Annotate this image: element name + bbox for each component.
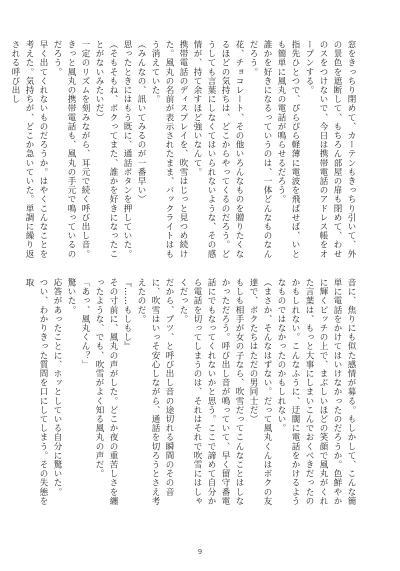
paragraph: 誰かを好きになるっていうのは、一体どんなものなんだろう。 [248, 40, 272, 259]
paragraph: 「あっ、風丸くん？」 [80, 278, 90, 369]
paragraph: （まさか、そんなはずない。だって風丸くんはボクの友達で、ボクたちはただの男同士だ） [248, 278, 272, 506]
page-number: 9 [197, 548, 203, 556]
paragraph: 携帯電話のディスプレイを、吹雪はじっと見つめ続けた。風丸の名前が表示されたまま、バックライトはもう消えていた。 [150, 40, 188, 259]
paragraph: 応答があったことに、ホッとしている自分に驚いた。 [52, 278, 62, 497]
paragraph: 指先ひとつで、ぴらぴら軽薄に電波を飛ばせば、いとも簡単に風丸の電話が鳴らせるだろう。 [276, 40, 300, 259]
paragraph: 一定のリズムを刻みながら、耳元で続く呼び出し音。 [80, 40, 90, 259]
paragraph: つい、わかりきった質問を口にしてしまう。その失態を取 [24, 278, 48, 506]
paragraph: （そもそもね、ボクってまた、誰かを好きになったことがないみたいだ） [94, 40, 118, 259]
paragraph: 窓をきっちり閉めて、カーテンもきっちり引いて、外の景色を遮断して、もちろん部屋の扉も閉めて、わせのスをつけないで、今日は携帯電話のアドレス帳をオープンする。 [304, 40, 356, 259]
paragraph: だから、ブツ、と呼び出し音の途切れる瞬間のその音に、吹雪はいっそ安心しながら、通話を切ろうとさえ考えたのだ。 [136, 278, 174, 506]
paragraph: きっと風丸の携帯電話も、風丸の手元で鳴っているのだろう。 [52, 40, 76, 259]
paragraph: 早く出てくれないものだろうか。はやくこんなことを考えた。気持ちが、どこか急いていた。単調に繰り返される呼び出し [10, 40, 48, 259]
paragraph: 花、チョコレート、その他いろんなものを贈りたくなるほどの気持ちは、どこからやってくるのだろう。どうしても言葉にしなくてはいられないような、その感情が、持て余すほど強いなんて。 [192, 40, 244, 259]
paragraph: 音に、焦りにも似た感情が募る。もしかして、こんな簡単に電話をかけてはいけなかったのだろうか。色鮮やかに輝くピッチの上で、まぶしいほどの笑顔で風丸がくれた言葉は、もっと大事にしまいこんでおくべきだったのかもしれない。こんなふうに、迂闊に電話をかけるようなものではなかったのかもしれない。 [276, 278, 356, 506]
paragraph: （みんなの、訊いてみるのが一番早い） [136, 40, 146, 204]
paragraph: その寸前に、風丸の声がした。どこか夜の重苦しさを纏ったような、でも、吹雪がよく知る風丸の声だ。 [94, 278, 118, 506]
paragraph: もしも相手が女の子なら、吹雪だってこんなことはしなかっただろう。呼び出し音が鳴っていて、早く留守番電話にでもなってくれないかと思う。ここで諦めて自分から電話を切ってしまうのは、それはそれで吹雪にはしゃくだった。 [178, 278, 244, 506]
text-block-bottom [24, 278, 358, 506]
paragraph: 驚いた。 [66, 278, 76, 315]
paragraph: 『……もしもし』 [122, 278, 132, 351]
paragraph: 思ったときにはもう既に、通話ボタンを押していた。 [122, 40, 132, 259]
text-block-top [10, 40, 358, 260]
